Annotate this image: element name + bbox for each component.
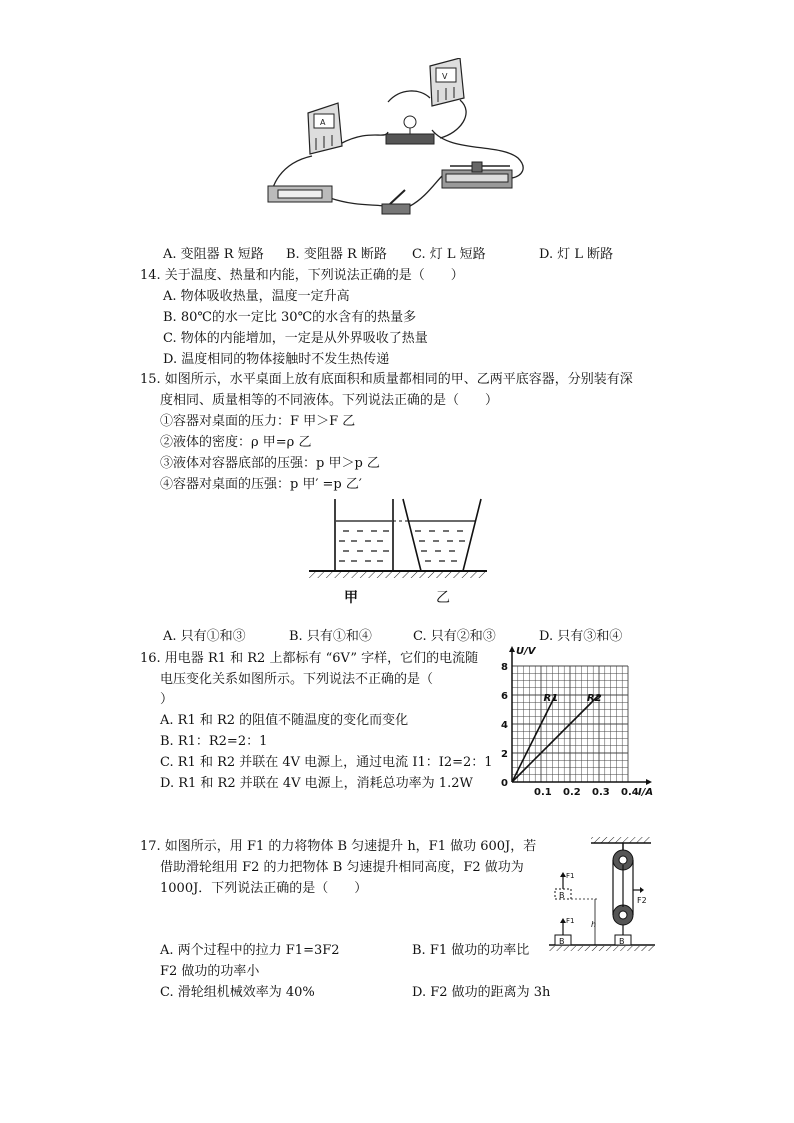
q17-stem-line3: 1000J．下列说法正确的是（ ） xyxy=(160,881,368,896)
q16-stem-line2: 电压变化关系如图所示。下列说法不正确的是（ xyxy=(160,672,434,687)
y-tick-label: 6 xyxy=(501,691,508,702)
q17-option-d[interactable]: D. F2 做功的距离为 3h xyxy=(412,985,551,1000)
q15-statement-3: ③液体对容器底部的压强：p 甲＞p 乙 xyxy=(160,456,380,471)
y-tick-label: 8 xyxy=(501,662,508,673)
lamp-icon xyxy=(386,116,434,144)
q16-option-a[interactable]: A. R1 和 R2 的阻值不随温度的变化而变化 xyxy=(160,713,409,728)
q17-f1-label-lower: F1 xyxy=(566,917,575,925)
battery-icon xyxy=(268,186,332,202)
q13-option-d[interactable]: D. 灯 L 断路 xyxy=(539,247,614,262)
voltmeter-label: V xyxy=(442,72,448,81)
q15-option-a[interactable]: A. 只有①和③ xyxy=(163,629,246,644)
q16-ui-chart xyxy=(482,645,672,805)
q17-f2-label: F2 xyxy=(637,896,647,905)
q14-option-a[interactable]: A. 物体吸收热量，温度一定升高 xyxy=(163,289,350,304)
y-tick-label: 4 xyxy=(501,720,508,731)
y-tick-label: 0 xyxy=(501,778,508,789)
q14-option-c[interactable]: C. 物体的内能增加，一定是从外界吸收了热量 xyxy=(163,331,428,346)
x-axis-label: I/A xyxy=(638,787,654,798)
q17-h-label: h xyxy=(591,920,597,929)
q15-stem-line2: 度相同、质量相等的不同液体。下列说法正确的是（ ） xyxy=(160,393,499,408)
q14-stem: 14. 关于温度、热量和内能，下列说法正确的是（ ） xyxy=(140,268,464,283)
switch-icon xyxy=(382,190,410,214)
q13-option-b[interactable]: B. 变阻器 R 断路 xyxy=(286,247,387,262)
series-label-r2: R2 xyxy=(587,693,602,704)
container-jia xyxy=(335,499,393,571)
q13-option-a[interactable]: A. 变阻器 R 短路 xyxy=(163,247,264,262)
q17-option-c[interactable]: C. 滑轮组机械效率为 40% xyxy=(160,985,315,1000)
y-axis-arrow xyxy=(509,646,515,652)
q15-fig-label-jia: 甲 xyxy=(344,590,358,606)
q15-statement-2: ②液体的密度：ρ 甲=ρ 乙 xyxy=(160,435,312,450)
q16-stem-line3: ） xyxy=(160,692,174,707)
x-axis-arrow xyxy=(646,779,652,785)
q15-statement-1: ①容器对桌面的压力：F 甲＞F 乙 xyxy=(160,414,356,429)
q16-option-d[interactable]: D. R1 和 R2 并联在 4V 电源上，消耗总功率为 1.2W xyxy=(160,776,473,791)
q17-option-b[interactable]: B. F1 做功的功率比 xyxy=(412,943,530,958)
q17-option-b-cont: F2 做功的功率小 xyxy=(160,964,260,979)
q16-option-c[interactable]: C. R1 和 R2 并联在 4V 电源上，通过电流 I1：I2=2：1 xyxy=(160,755,493,770)
q13-circuit-diagram xyxy=(260,58,530,223)
q15-option-d[interactable]: D. 只有③和④ xyxy=(539,629,623,644)
x-tick-label: 0.4 xyxy=(621,787,639,798)
rheostat-icon xyxy=(442,162,512,188)
y-tick-label: 2 xyxy=(501,749,508,760)
series-label-r1: R1 xyxy=(543,693,559,704)
container-yi xyxy=(403,499,481,571)
q17-b-label-left: B xyxy=(559,937,565,946)
q15-statement-4: ④容器对桌面的压强：p 甲′ =p 乙′ xyxy=(160,477,362,492)
x-tick-label: 0.1 xyxy=(534,787,552,798)
x-tick-label: 0.2 xyxy=(563,787,581,798)
q14-option-d[interactable]: D. 温度相同的物体接触时不发生热传递 xyxy=(163,352,390,367)
q15-containers-figure xyxy=(305,497,490,582)
ammeter-icon xyxy=(308,103,342,154)
q15-option-c[interactable]: C. 只有②和③ xyxy=(413,629,496,644)
q17-f1-label-upper: F1 xyxy=(566,872,575,880)
q17-b-label-raised: B xyxy=(559,891,565,900)
q17-stem-line1: 17. 如图所示，用 F1 的力将物体 B 匀速提升 h，F1 做功 600J，若 xyxy=(140,839,537,854)
q15-stem-line1: 15. 如图所示，水平桌面上放有底面积和质量都相同的甲、乙两平底容器，分别装有深 xyxy=(140,372,633,387)
q15-option-b[interactable]: B. 只有①和④ xyxy=(289,629,372,644)
q17-option-a[interactable]: A. 两个过程中的拉力 F1=3F2 xyxy=(160,943,340,958)
q16-option-b[interactable]: B. R1：R2=2：1 xyxy=(160,734,268,749)
q15-fig-label-yi: 乙 xyxy=(436,590,450,606)
q16-stem-line1: 16. 用电器 R1 和 R2 上都标有 “6V” 字样，它们的电流随 xyxy=(140,651,479,666)
q13-option-c[interactable]: C. 灯 L 短路 xyxy=(412,247,486,262)
voltmeter-icon xyxy=(430,58,464,106)
q17-stem-line2: 借助滑轮组用 F2 的力把物体 B 匀速提升相同高度，F2 做功为 xyxy=(160,860,524,875)
x-tick-label: 0.3 xyxy=(592,787,610,798)
movable-pulley-icon xyxy=(613,905,633,925)
y-axis-label: U/V xyxy=(516,646,536,657)
q14-option-b[interactable]: B. 80℃的水一定比 30℃的水含有的热量多 xyxy=(163,310,417,325)
q17-pulley-figure xyxy=(545,835,660,953)
q17-b-label-right: B xyxy=(619,937,625,946)
ammeter-label: A xyxy=(320,118,326,127)
